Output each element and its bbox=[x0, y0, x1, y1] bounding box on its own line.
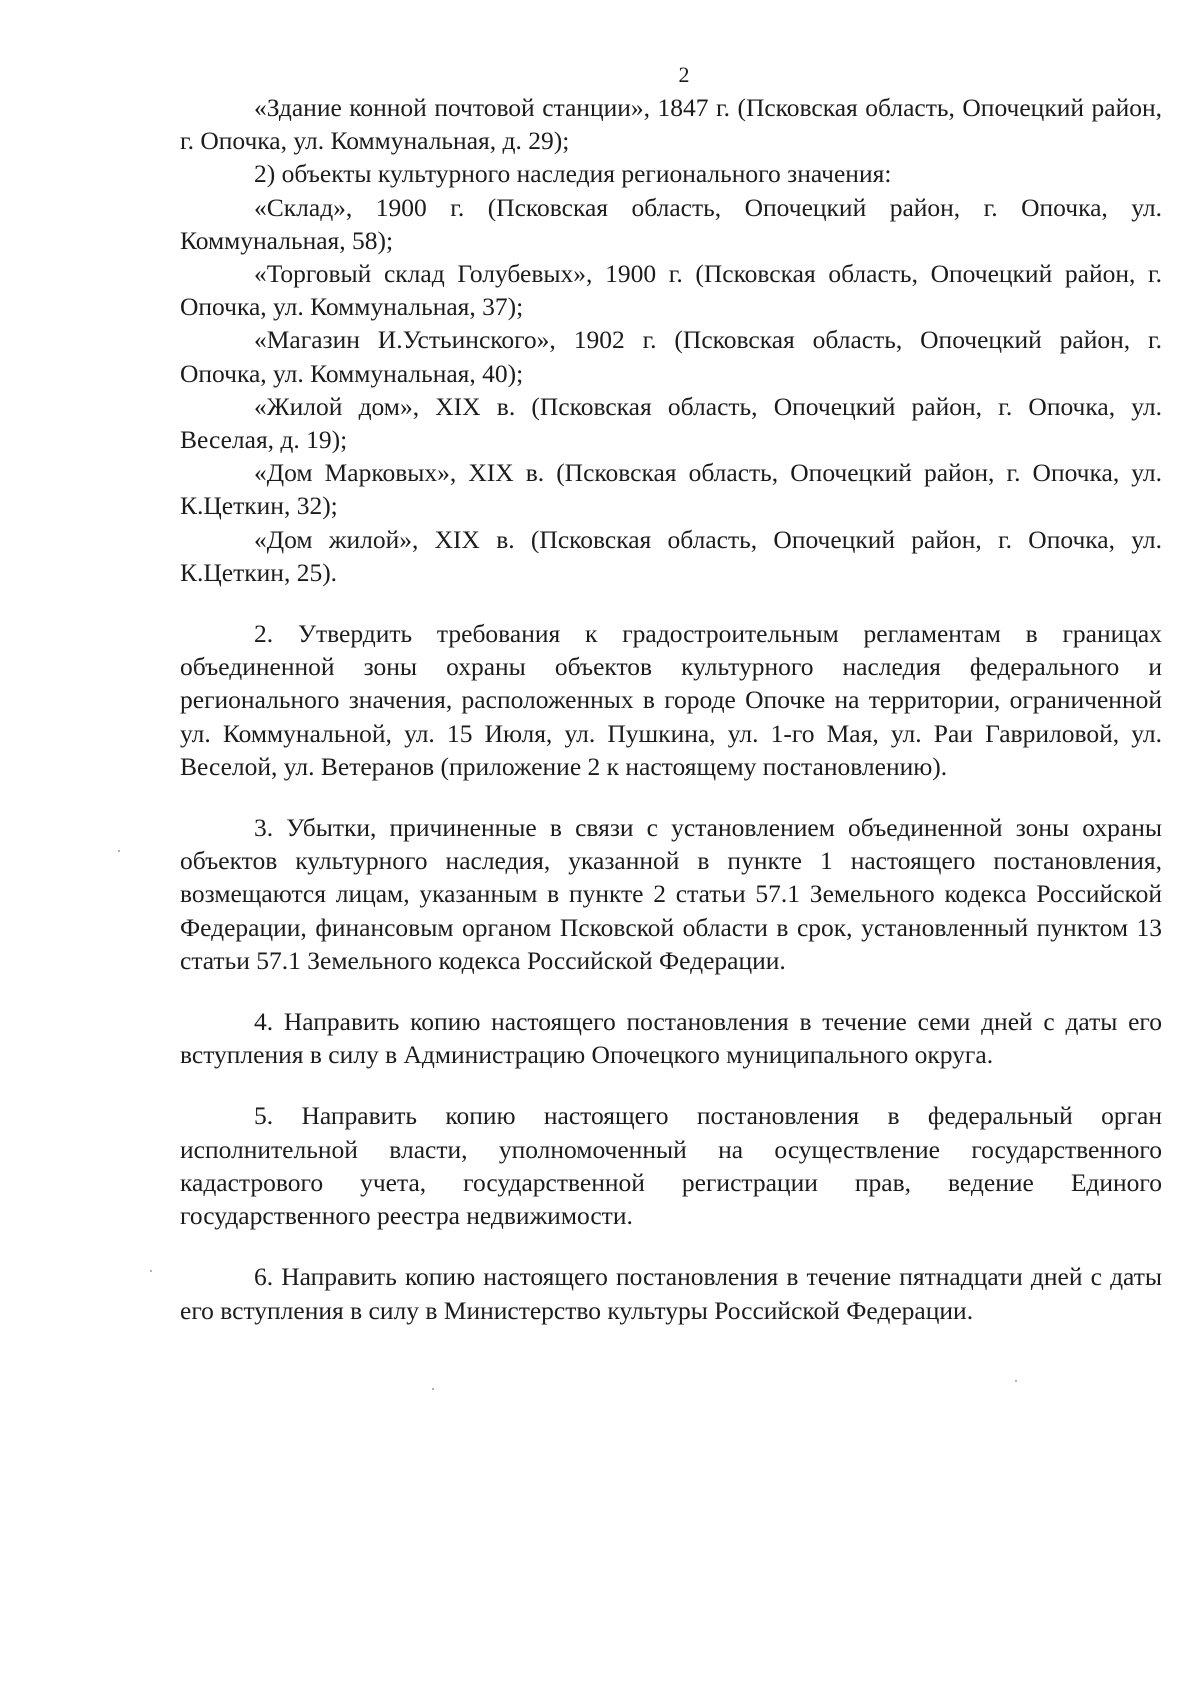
list-item-postal-station: «Здание конной почтовой станции», 1847 г. (Псковская область, Опочецкий район, г. Опочка, ул. Коммунальная, д. 29); bbox=[180, 93, 1162, 156]
paragraph-gap bbox=[180, 783, 1162, 811]
paragraph-3: 3. Убытки, причиненные в связи с установлением объединенной зоны охраны объектов культурного наследия, указанной в пункте 1 настоящего постановления, возмещаются лицам, указанным в пункте 2 статьи 57.1 Земельного кодекса Российской Федерации, финансовым органом Псковской области в срок, установленный пунктом 13 статьи 57.1 Земельного кодекса Российской Федерации. bbox=[180, 813, 1162, 975]
paragraph-6: 6. Направить копию настоящего постановления в течение пятнадцати дней с даты его вступления в силу в Министерство культуры Российской Федерации. bbox=[180, 1262, 1162, 1325]
list-item-residential-house: «Жилой дом», XIX в. (Псковская область, Опочецкий район, г. Опочка, ул. Веселая, д. 19); bbox=[180, 391, 1162, 455]
list-item-golubev-warehouse: «Торговый склад Голубевых», 1900 г. (Псковская область, Опочецкий район, г. Опочка, ул. Коммунальная, 37); bbox=[180, 259, 1162, 322]
paragraph-gap bbox=[180, 1232, 1162, 1260]
list-item-markov-house: «Дом Марковых», XIX в. (Псковская область, Опочецкий район, г. Опочка, ул. К.Цеткин, 32); bbox=[180, 458, 1162, 521]
paragraph-5: 5. Направить копию настоящего постановления в федеральный орган исполнительной власти, уполномоченный на осуществление государственного кадастрового учета, государственной регистрации прав, ведение Единого государственного реестра недвижимости. bbox=[180, 1101, 1162, 1231]
document-body bbox=[180, 91, 1162, 1327]
paragraph-gap bbox=[180, 977, 1162, 1005]
paragraph-gap bbox=[180, 589, 1162, 617]
regional-objects-heading: 2) объекты культурного наследия регионального значения: bbox=[254, 159, 892, 189]
scan-speck bbox=[118, 850, 120, 852]
paragraph-4: 4. Направить копию настоящего постановления в течение семи дней с даты его вступления в силу в Администрацию Опочецкого муниципального округа. bbox=[180, 1007, 1162, 1070]
list-item-warehouse: «Склад», 1900 г. (Псковская область, Опочецкий район, г. Опочка, ул. Коммунальная, 58); bbox=[180, 192, 1162, 255]
scan-speck bbox=[1015, 1380, 1017, 1382]
list-item-ustyinsky-shop: «Магазин И.Устьинского», 1902 г. (Псковская область, Опочецкий район, г. Опочка, ул. Коммунальная, 40); bbox=[180, 325, 1162, 388]
scan-speck bbox=[432, 1388, 434, 1390]
scan-speck bbox=[150, 1270, 152, 1272]
list-item-house-tsetkin: «Дом жилой», XIX в. (Псковская область, Опочецкий район, г. Опочка, ул. К.Цеткин, 25). bbox=[180, 524, 1162, 587]
paragraph-gap bbox=[180, 1071, 1162, 1099]
page-number: 2 bbox=[678, 62, 690, 87]
paragraph-2: 2. Утвердить требования к градостроительным регламентам в границах объединенной зоны охраны объектов культурного наследия федерального и регионального значения, расположенных в городе Опочке на территории, ограниченной ул. Коммунальной, ул. 15 Июля, ул. Пушкина, ул. 1-го Мая, ул. Раи Гавриловой, ул. Веселой, ул. Ветеранов (приложение 2 к настоящему постановлению). bbox=[180, 619, 1162, 781]
